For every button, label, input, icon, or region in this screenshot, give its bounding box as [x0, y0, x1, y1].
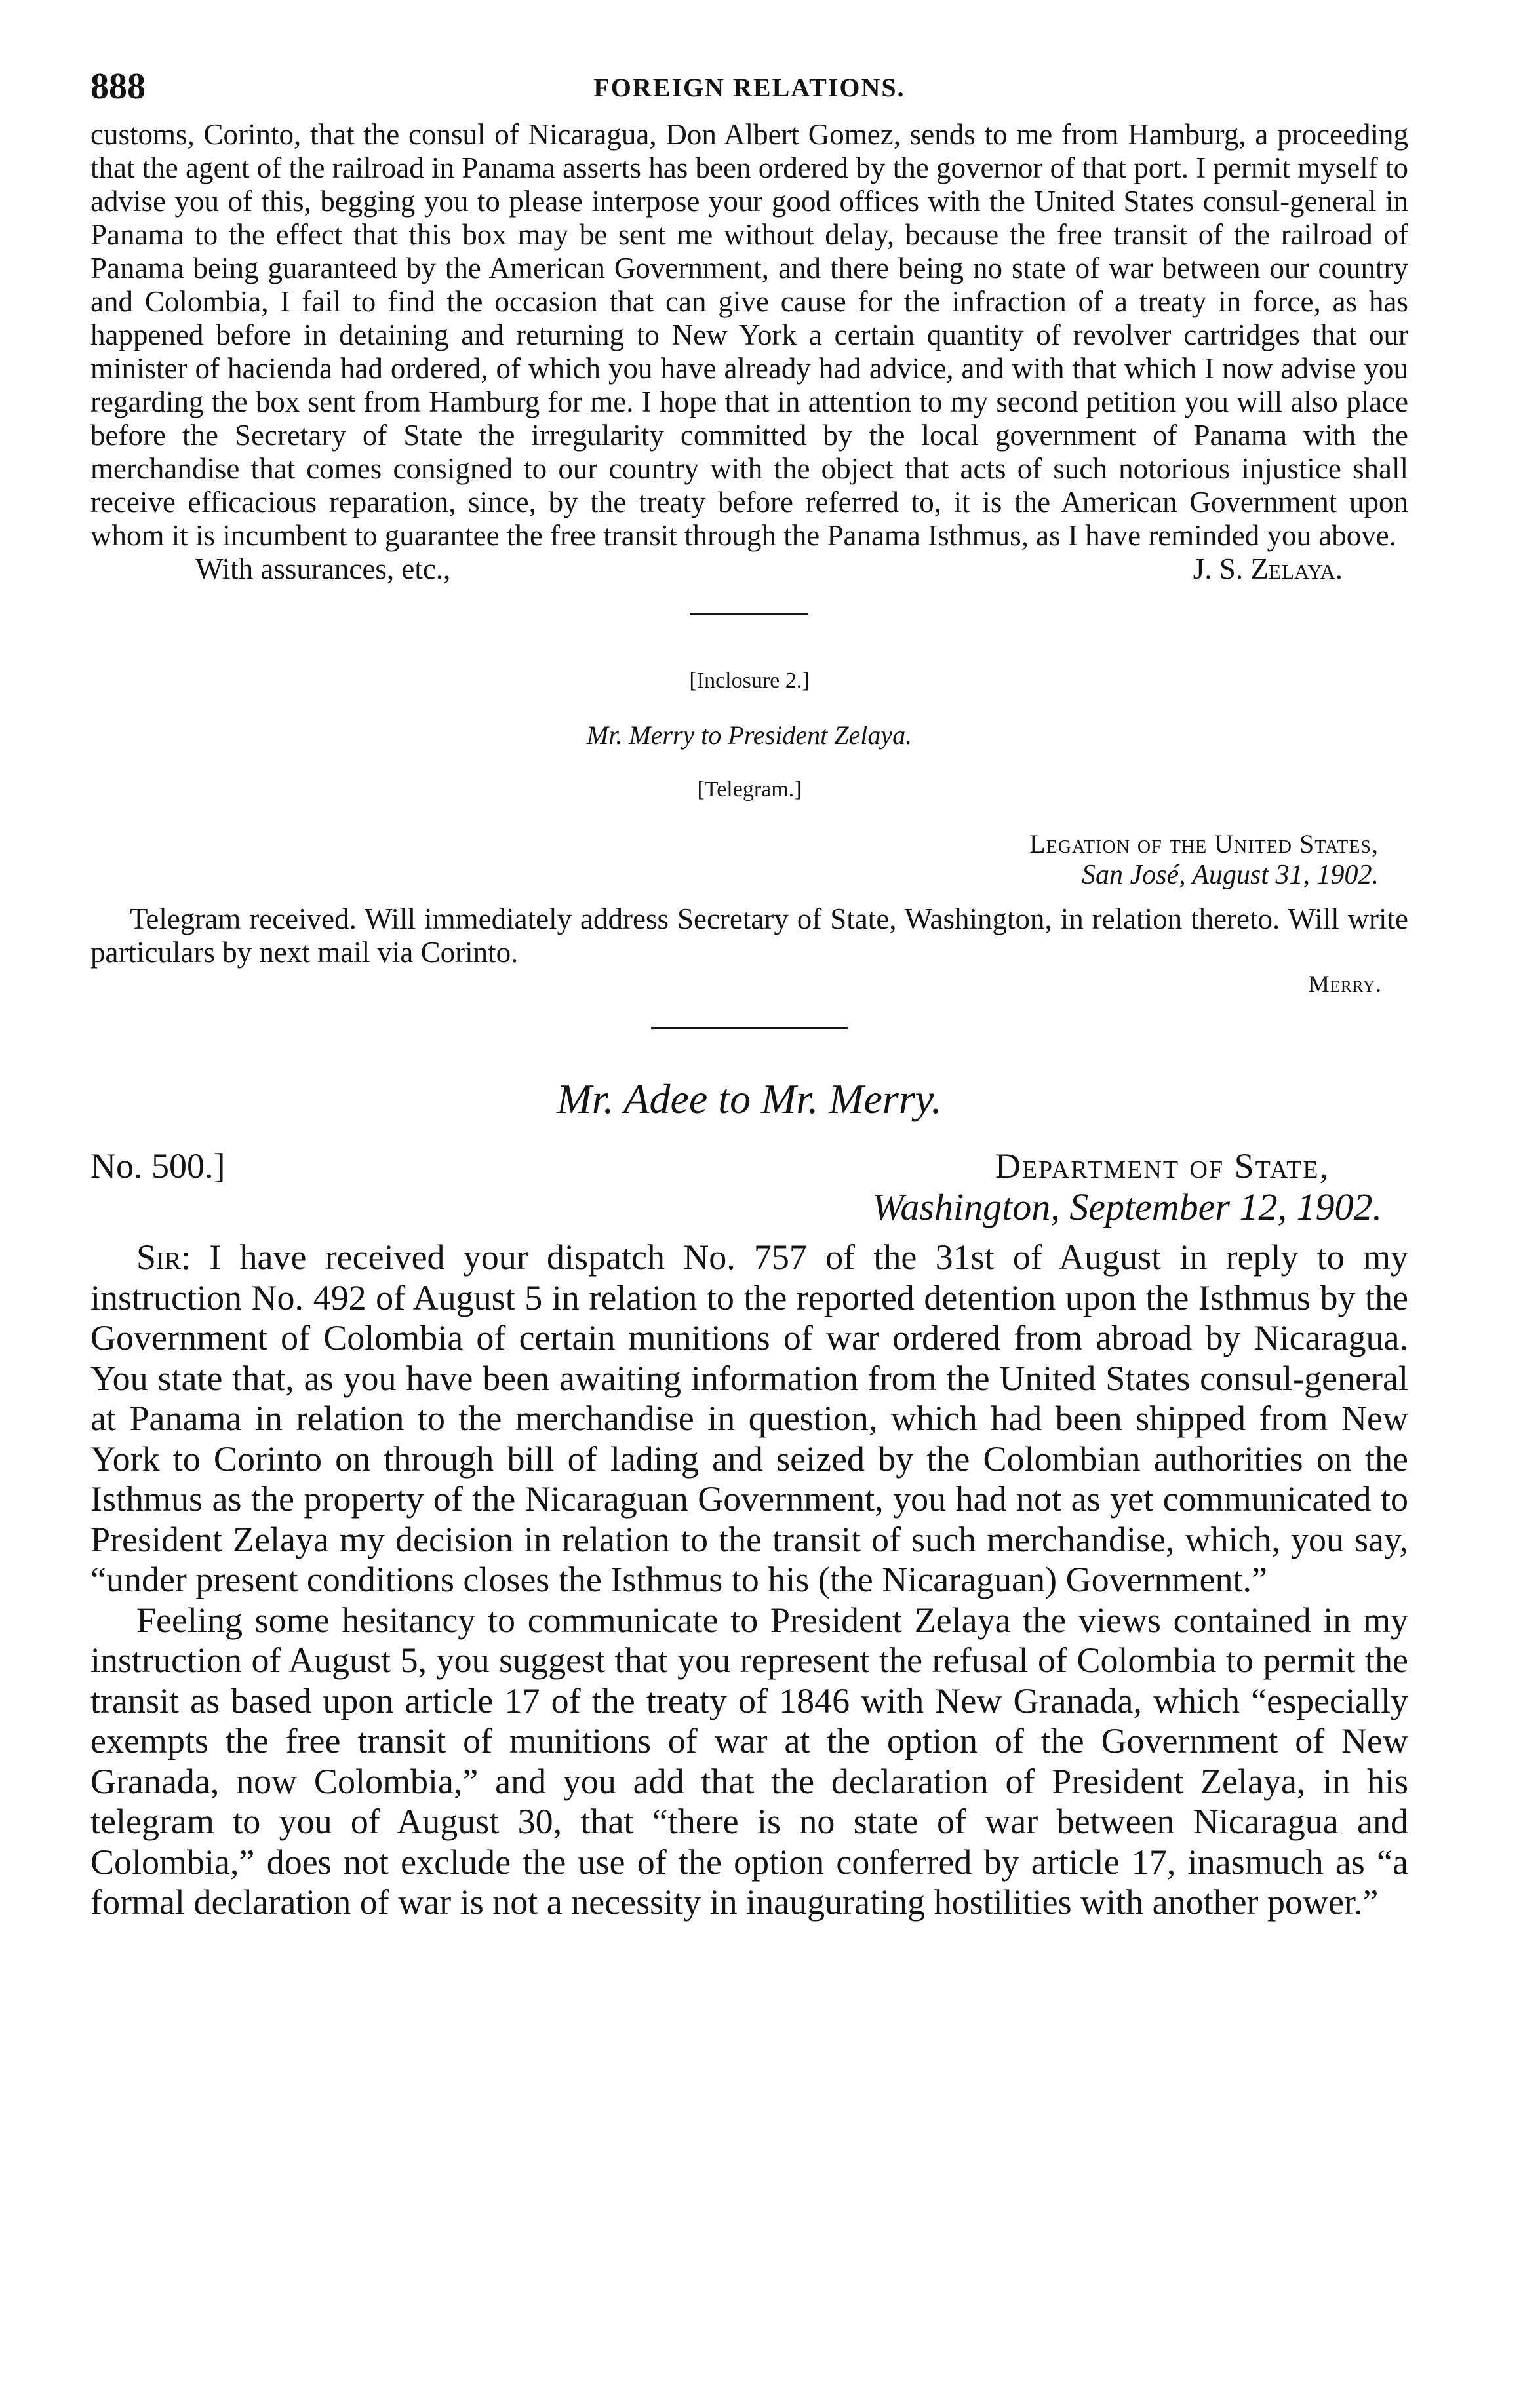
section-divider-long — [651, 1027, 848, 1029]
paragraph-1-text: I have received your dispatch No. 757 of the 31st of August in reply to my instruction No. 492 of August 5 in relation to the reported detention upon the Isthmus by the Government of Colombia of certain munitions of war ordered from abroad by Nicaragua. You state that, as you have been awaiting information from the United States consul-general at Panama in relation to the merchandise in question, which had been shipped from New York to Corinto on through bill of lading and seized by the Colombian authorities on the Isthmus as the property of the Nicaraguan Government, you had not as yet communicated to President Zelaya my decision in relation to the transit of such merchandise, which, you say, “under present conditions closes the Isthmus to his (the Nicaraguan) Government.” — [90, 1237, 1409, 1599]
dispatch-body — [90, 1237, 1408, 1923]
closing-phrase: With assurances, etc., — [195, 553, 451, 585]
dispatch-title: Mr. Adee to Mr. Merry. — [557, 1076, 942, 1122]
inclosure-label: [Inclosure 2.] — [689, 669, 810, 693]
document-page — [90, 66, 1408, 1923]
salutation: Sir: — [136, 1237, 191, 1277]
section-divider — [690, 613, 808, 615]
telegram-body: Telegram received. Will immediately address Secretary of State, Washington, in relation thereto. Will write particulars by next mail via Corinto. — [90, 903, 1408, 969]
telegram-body-block — [90, 903, 1408, 969]
signature-merry: Merry. — [1308, 971, 1382, 997]
department-heading: Department of State, — [995, 1146, 1330, 1186]
letter-closing-row — [90, 553, 1408, 586]
letter-body: customs, Corinto, that the consul of Nicaragua, Don Albert Gomez, sends to me from Hamburg, a proceeding that the agent of the railroad in Panama asserts has been ordered by the governor of that port. I permit myself to advise you of this, begging you to please interpose your good offices with the United States consul-general in Panama to the effect that this box may be sent me without delay, because the free transit of the railroad of Panama being guaranteed by the American Government, and there being no state of war between our country and Colombia, I fail to find the occasion that can give cause for the infraction of a treaty in force, as has happened before in detaining and returning to New York a certain quantity of revolver cartridges that our minister of hacienda had ordered, of which you have already had advice, and with that which I now advise you regarding the box sent from Hamburg for me. I hope that in attention to my second petition you will also place before the Secretary of State the irregularity committed by the local government of Panama with the merchandise that comes consigned to our country with the object that acts of such notorious injustice shall receive efficacious reparation, since, by the treaty before referred to, it is the American Government upon whom it is incumbent to guarantee the free transit through the Panama Isthmus, as I have reminded you above. — [90, 118, 1408, 552]
dispatch-place-date: Washington, September 12, 1902. — [872, 1186, 1382, 1228]
running-head: FOREIGN RELATIONS. — [593, 73, 905, 102]
dispatch-number: No. 500.] — [90, 1146, 226, 1186]
page-header — [90, 66, 1408, 118]
telegram-label: [Telegram.] — [697, 777, 802, 802]
inclosure-title: Mr. Merry to President Zelaya. — [586, 720, 913, 750]
zelaya-letter-continuation — [90, 118, 1408, 553]
dispatch-paragraph-2: Feeling some hesitancy to communicate to President Zelaya the views contained in my instruction of August 5, you suggest that you represent the refusal of Colombia to permit the transit as based upon article 17 of the treaty of 1846 with New Granada, which “especially exempts the free transit of munitions of war at the option of the Government of New Granada, now Colombia,” and you add that the declaration of President Zelaya, in his telegram to you of August 30, that “there is no state of war between Nicaragua and Colombia,” does not exclude the use of the option conferred by article 17, inasmuch as “a formal declaration of war is not a necessity in inaugurating hostilities with another power.” — [90, 1600, 1408, 1922]
dispatch-heading-row — [90, 1146, 1408, 1186]
signature-zelaya: J. S. Zelaya. — [1193, 553, 1343, 585]
legation-heading: Legation of the United States, — [1029, 829, 1379, 859]
dispatch-paragraph-1 — [90, 1237, 1408, 1601]
telegram-place-date: San José, August 31, 1902. — [1081, 860, 1379, 890]
page-number: 888 — [90, 66, 146, 107]
